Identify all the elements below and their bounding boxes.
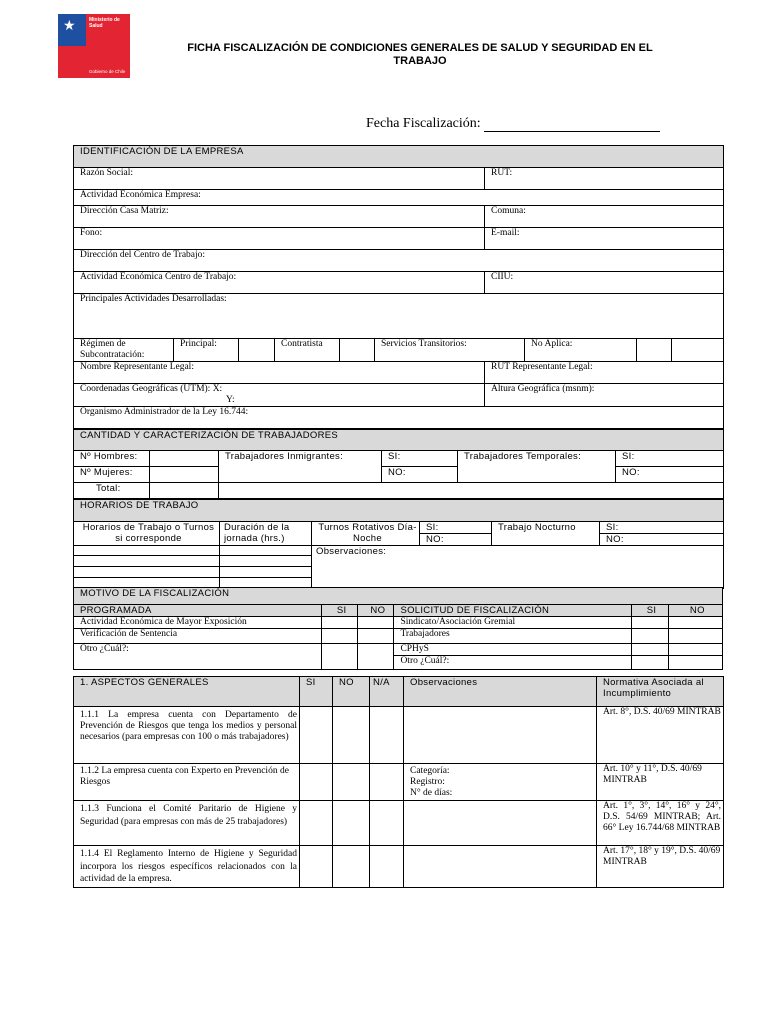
altura-field[interactable]: Altura Geográfica (msnm):	[485, 384, 724, 407]
motivo-item: Trabajadores	[394, 629, 631, 644]
principal-box[interactable]	[239, 339, 275, 362]
coordenadas-field[interactable]: Coordenadas Geográficas (UTM): X: Y:	[74, 384, 485, 407]
inmigrantes-si[interactable]: SI:	[382, 451, 458, 467]
horarios-col-header: Horarios de Trabajo o Turnos si corresponde	[74, 522, 220, 546]
section-header: IDENTIFICACIÓN DE LA EMPRESA	[74, 146, 724, 168]
aspecto-row-norm: Art. 10° y 11°, D.S. 40/69 MINTRAB	[597, 764, 724, 801]
solicitud-header: SOLICITUD DE FISCALIZACIÓN	[394, 605, 631, 617]
mujeres-label: Nº Mujeres:	[74, 467, 150, 483]
motivo-item: Otro ¿Cuál?:	[394, 656, 631, 670]
trabajadores-table	[73, 429, 723, 499]
aspecto-row-text: 1.1.1 La empresa cuenta con Departamento de Prevención de Riesgos que tenga los medios y personal necesarios (para empresas con 100 o más trabajadores)	[74, 707, 300, 764]
motivo-table: MOTIVO DE LA FISCALIZACIÓN PROGRAMADA SI NO SOLICITUD DE FISCALIZACIÓN SI NO Actividad Económica de Mayor Exposición Sindicato/Asociación Gremial Verificación de Sentencia Trabajadores Otro ¿Cuál?: CPHyS Otro ¿Cuál?:	[73, 587, 723, 670]
mujeres-box[interactable]	[150, 467, 219, 483]
fono-field[interactable]: Fono:	[74, 228, 485, 250]
nombre-rep-field[interactable]: Nombre Representante Legal:	[74, 362, 485, 384]
motivo-item: Otro ¿Cuál?:	[74, 644, 322, 670]
dir-centro-field[interactable]: Dirección del Centro de Trabajo:	[74, 250, 724, 272]
nocturno-si[interactable]: SI:	[600, 522, 724, 534]
section-header: CANTIDAD Y CARACTERIZACIÓN DE TRABAJADORES	[74, 430, 724, 451]
ministerio-logo: ★ Ministerio de Salud Gobierno de Chile	[58, 14, 130, 78]
horario-row-box[interactable]	[74, 556, 220, 567]
principal-label: Principal:	[174, 339, 239, 362]
inmigrantes-no[interactable]: NO:	[382, 467, 458, 483]
actividad-field[interactable]: Actividad Económica Empresa:	[74, 190, 724, 206]
no-aplica-box[interactable]	[637, 339, 672, 362]
section-header: MOTIVO DE LA FISCALIZACIÓN	[74, 588, 723, 605]
regimen-label: Régimen de Subcontratación:	[74, 339, 174, 362]
total-box[interactable]	[150, 483, 219, 499]
aspecto-row-norm: Art. 1°, 3°, 14°, 16° y 24°, D.S. 54/69 MINTRAB; Art. 66° Ley 16.744/68 MINTRAB	[597, 801, 724, 846]
total-label: Total:	[74, 483, 150, 499]
temporales-si[interactable]: SI:	[616, 451, 724, 467]
organismo-field[interactable]: Organismo Administrador de la Ley 16.744:	[74, 407, 724, 429]
programada-header: PROGRAMADA	[74, 605, 322, 617]
section-header: HORARIOS DE TRABAJO	[74, 500, 724, 522]
servicios-label: Servicios Transitorios:	[375, 339, 525, 362]
nocturno-label: Trabajo Nocturno	[492, 522, 600, 546]
motivo-item: Sindicato/Asociación Gremial	[394, 617, 631, 629]
act-centro-field[interactable]: Actividad Económica Centro de Trabajo:	[74, 272, 485, 294]
star-icon: ★	[63, 19, 76, 34]
observaciones-field[interactable]: Observaciones:	[312, 546, 724, 589]
hombres-box[interactable]	[150, 451, 219, 467]
comuna-field[interactable]: Comuna:	[485, 206, 724, 228]
aspecto-row-obs[interactable]: Categoría: Registro: N° de días:	[404, 764, 597, 801]
aspecto-row-text: 1.1.2 La empresa cuenta con Experto en Prevención de Riesgos	[74, 764, 300, 801]
aspecto-row-obs[interactable]	[404, 801, 597, 846]
aspecto-row-text: 1.1.3 Funciona el Comité Paritario de Higiene y Seguridad (para empresas con más de 25 trabajadores)	[74, 801, 300, 846]
email-field[interactable]: E-mail:	[485, 228, 724, 250]
direccion-field[interactable]: Dirección Casa Matriz:	[74, 206, 485, 228]
turnos-label: Turnos Rotativos Día- Noche	[312, 522, 420, 546]
horarios-table	[73, 499, 723, 589]
motivo-item: Verificación de Sentencia	[74, 629, 322, 644]
nocturno-no[interactable]: NO:	[600, 534, 724, 546]
no-aplica-label: No Aplica:	[525, 339, 637, 362]
principales-field[interactable]: Principales Actividades Desarrolladas:	[74, 294, 724, 339]
aspectos-header: 1. ASPECTOS GENERALES	[74, 677, 300, 707]
temporales-no[interactable]: NO:	[616, 467, 724, 483]
turnos-si[interactable]: SI:	[420, 522, 492, 534]
razon-social-field[interactable]: Razón Social:	[74, 168, 485, 190]
motivo-item: CPHyS	[394, 644, 631, 656]
motivo-item: Actividad Económica de Mayor Exposición	[74, 617, 322, 629]
ciiu-field[interactable]: CIIU:	[485, 272, 724, 294]
contratista-label: Contratista	[275, 339, 340, 362]
document-title: FICHA FISCALIZACIÓN DE CONDICIONES GENERALES DE SALUD Y SEGURIDAD EN EL TRABAJO	[187, 42, 653, 67]
horario-row-box[interactable]	[74, 567, 220, 578]
rut-field[interactable]: RUT:	[485, 168, 724, 190]
aspecto-row-norm: Art. 8°, D.S. 40/69 MINTRAB	[597, 707, 724, 764]
duracion-row-box[interactable]	[220, 546, 312, 556]
identificacion-table	[73, 145, 723, 429]
horario-row-box[interactable]	[74, 546, 220, 556]
turnos-no[interactable]: NO:	[420, 534, 492, 546]
inmigrantes-label: Trabajadores Inmigrantes:	[219, 451, 382, 483]
aspecto-row-obs[interactable]	[404, 707, 597, 764]
hombres-label: Nº Hombres:	[74, 451, 150, 467]
duracion-row-box[interactable]	[220, 567, 312, 578]
contratista-box[interactable]	[340, 339, 375, 362]
aspectos-table: 1. ASPECTOS GENERALES SI NO N/A Observaciones Normativa Asociada al Incumplimiento 1.1.1 La empresa cuenta con Departamento de Prevención de Riesgos que tenga los medios y personal necesarios (para empresas con 100 o más trabajadores) Art. 8°, D.S. 40/69 MINTRAB 1.1.2 La empresa cuenta con Experto en Prevención de Riesgos Categoría: Registro: N° de días: Art. 10° y 11°, D.S. 40/69 MINTRAB 1.1.3 Funciona el Comité Paritario de Higiene y Seguridad (para empresas con más de 25 trabajadores) Art. 1°, 3°, 14°, 16° y 24°, D.S. 54/69 MINTRAB; Art. 66° Ley 16.744/68 MINTRAB 1.1.4 El Reglamento Interno de Higiene y Seguridad incorpora los riesgos específicos relacionados con la actividad de la empresa. Art. 17°, 18° y 19°, D.S. 40/69 MINTRAB	[73, 676, 723, 888]
aspecto-row-text: 1.1.4 El Reglamento Interno de Higiene y Seguridad incorpora los riesgos específicos relacionados con la actividad de la empresa.	[74, 846, 300, 888]
aspecto-row-obs[interactable]	[404, 846, 597, 888]
aspecto-row-norm: Art. 17°, 18° y 19°, D.S. 40/69 MINTRAB	[597, 846, 724, 888]
normativa-header: Normativa Asociada al Incumplimiento	[597, 677, 724, 707]
temporales-label: Trabajadores Temporales:	[458, 451, 616, 483]
fecha-fiscalizacion-field[interactable]: Fecha Fiscalización:	[366, 116, 660, 132]
duracion-row-box[interactable]	[220, 556, 312, 567]
rut-rep-field[interactable]: RUT Representante Legal:	[485, 362, 724, 384]
duracion-col-header: Duración de la jornada (hrs.)	[220, 522, 312, 546]
